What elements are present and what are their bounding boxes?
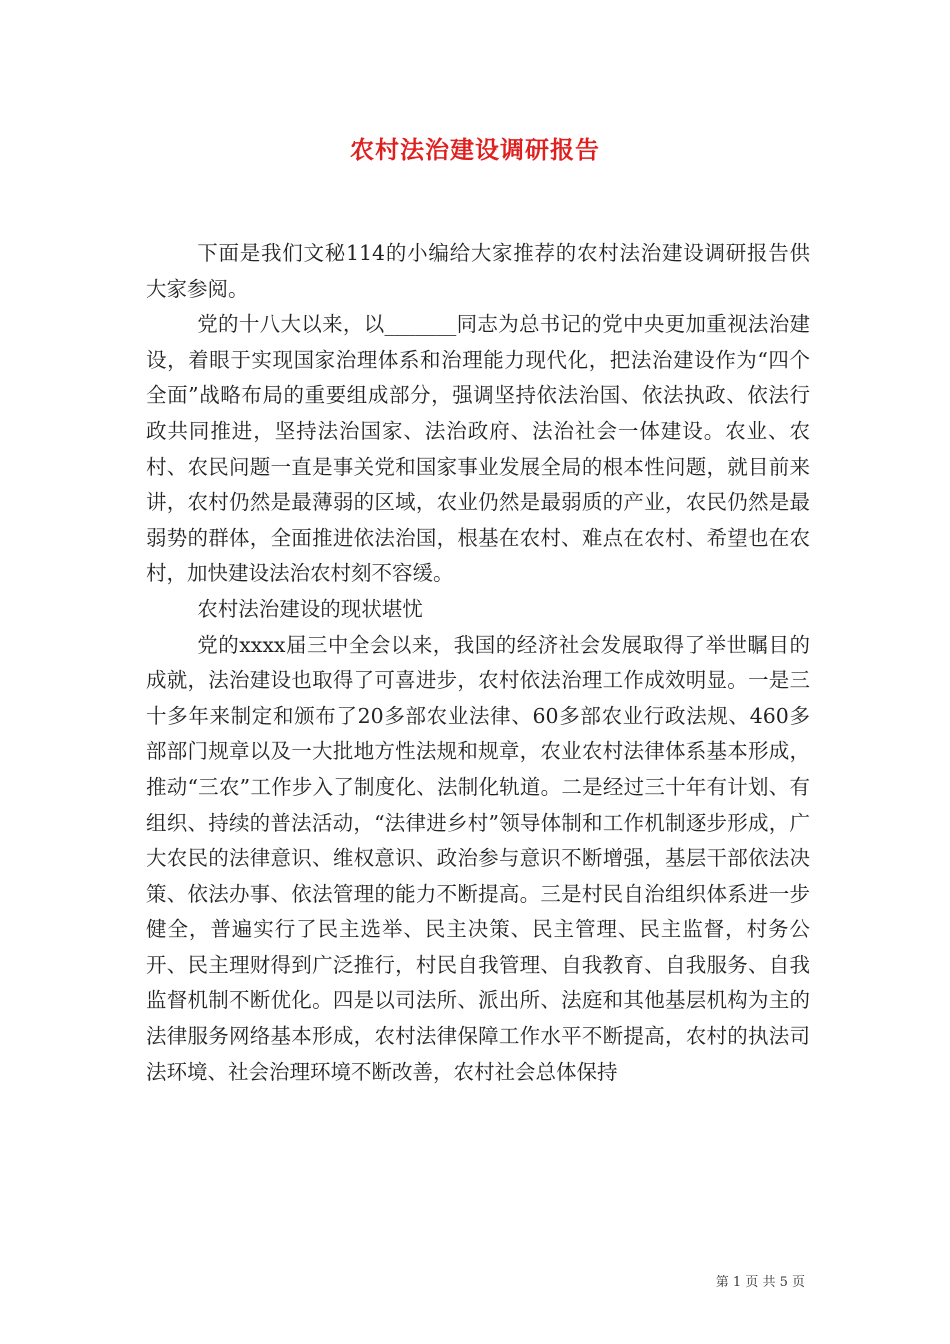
- document-title: 农村法治建设调研报告: [350, 135, 600, 164]
- page-number: 第 1 页 共 5 页: [715, 1275, 805, 1290]
- background-paragraph: 党的十八大以来，以_______同志为总书记的党中央更加重视法治建设，着眼于实现国家治理体系和治理能力现代化，把法治建设作为“四个全面”战略布局的重要组成部分，强调坚持依法治国、依法执政、依法行政共同推进，坚持法治国家、法治政府、法治社会一体建设。农业、农村、农民问题一直是事关党和国家事业发展全局的根本性问题，就目前来讲，农村仍然是最薄弱的区域，农业仍然是最弱质的产业，农民仍然是最弱势的群体，全面推进依法治国，根基在农村、难点在农村、希望也在农村，加快建设法治农村刻不容缓。: [146, 312, 810, 586]
- intro-paragraph: 下面是我们文秘114的小编给大家推荐的农村法治建设调研报告供大家参阅。: [146, 241, 810, 301]
- achievements-paragraph: 党的xxxx届三中全会以来，我国的经济社会发展取得了举世瞩目的成就，法治建设也取得了可喜进步，农村依法治理工作成效明显。一是三十多年来制定和颁布了20多部农业法律、60多部农业行政法规、460多部部门规章以及一大批地方性法规和规章，农业农村法律体系基本形成，推动“三农”工作步入了制度化、法制化轨道。二是经过三十年有计划、有组织、持续的普法活动，“法律进乡村”领导体制和工作机制逐步形成，广大农民的法律意识、维权意识、政治参与意识不断增强，基层干部依法决策、依法办事、依法管理的能力不断提高。三是村民自治组织体系进一步健全，普遍实行了民主选举、民主决策、民主管理、民主监督，村务公开、民主理财得到广泛推行，村民自我管理、自我教育、自我服务、自我监督机制不断优化。四是以司法所、派出所、法庭和其他基层机构为主的法律服务网络基本形成，农村法律保障工作水平不断提高，农村的执法司法环境、社会治理环境不断改善，农村社会总体保持: [146, 632, 810, 1084]
- section-heading: 农村法治建设的现状堪忧: [197, 596, 423, 621]
- document-body: [146, 236, 810, 1090]
